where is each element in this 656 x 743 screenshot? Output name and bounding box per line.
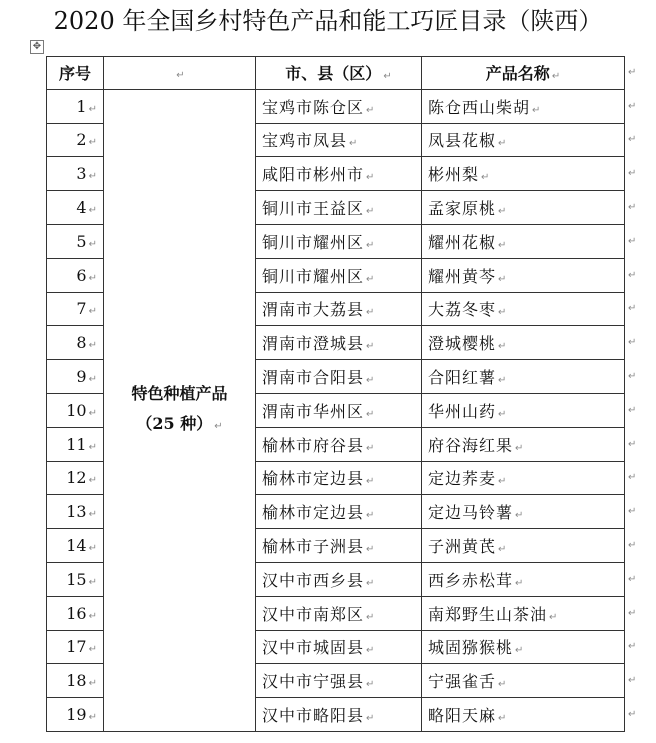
paragraph-mark-icon: ↵	[88, 103, 97, 115]
row-number: 9 ↵	[47, 360, 104, 394]
paragraph-mark-icon: ↵	[88, 238, 97, 250]
paragraph-mark-icon: ↵	[498, 375, 508, 387]
page-title: 2020 年全国乡村特色产品和能工巧匠目录（陕西）	[53, 7, 603, 35]
product-name-cell: 耀州花椒 ↵	[422, 224, 625, 258]
product-name-cell: 子洲黄芪 ↵	[422, 529, 625, 563]
paragraph-mark-icon: ↵	[214, 420, 223, 432]
paragraph-mark-icon: ↵	[515, 645, 525, 657]
product-name-cell: 合阳红薯 ↵	[422, 360, 625, 394]
paragraph-mark-icon: ↵	[498, 408, 508, 420]
row-end-mark-icon: ↵	[628, 540, 637, 552]
paragraph-mark-icon: ↵	[88, 543, 97, 555]
city-county-cell: 榆林市府谷县 ↵	[256, 427, 422, 461]
product-name-cell: 南郑野生山茶油 ↵	[422, 596, 625, 630]
row-number: 5 ↵	[47, 224, 104, 258]
paragraph-mark-icon: ↵	[366, 611, 376, 623]
city-county-cell: 榆林市定边县 ↵	[256, 461, 422, 495]
city-county-cell: 榆林市定边县 ↵	[256, 495, 422, 529]
city-county-cell: 渭南市合阳县 ↵	[256, 360, 422, 394]
paragraph-mark-icon: ↵	[366, 679, 376, 691]
paragraph-mark-icon: ↵	[551, 71, 561, 83]
row-number: 1 ↵	[47, 89, 104, 123]
paragraph-mark-icon: ↵	[532, 104, 542, 116]
row-end-mark-icon: ↵	[628, 404, 637, 416]
row-end-mark-icon: ↵	[628, 506, 637, 518]
city-county-cell: 铜川市王益区 ↵	[256, 191, 422, 225]
paragraph-mark-icon: ↵	[498, 239, 508, 251]
product-name-cell: 彬州梨 ↵	[422, 157, 625, 191]
paragraph-mark-icon: ↵	[366, 307, 376, 319]
row-number: 13 ↵	[47, 495, 104, 529]
header-product: 产品名称 ↵	[422, 57, 625, 90]
paragraph-mark-icon: ↵	[88, 644, 97, 656]
row-number: 8 ↵	[47, 326, 104, 360]
row-end-mark-icon: ↵	[628, 168, 637, 180]
paragraph-mark-icon: ↵	[88, 712, 97, 724]
paragraph-mark-icon: ↵	[176, 70, 185, 82]
city-county-cell: 榆林市子洲县 ↵	[256, 529, 422, 563]
paragraph-mark-icon: ↵	[366, 104, 376, 116]
row-end-mark-icon: ↵	[628, 607, 637, 619]
row-number: 16 ↵	[47, 596, 104, 630]
row-number: 4 ↵	[47, 191, 104, 225]
row-end-mark-icon: ↵	[628, 709, 637, 721]
city-county-cell: 铜川市耀州区 ↵	[256, 224, 422, 258]
city-county-cell: 咸阳市彬州市 ↵	[256, 157, 422, 191]
paragraph-mark-icon: ↵	[498, 273, 508, 285]
row-number: 7 ↵	[47, 292, 104, 326]
paragraph-mark-icon: ↵	[88, 678, 97, 690]
paragraph-mark-icon: ↵	[88, 137, 97, 149]
row-end-mark-icon: ↵	[628, 303, 637, 315]
product-name-cell: 略阳天麻 ↵	[422, 698, 625, 732]
row-end-mark-icon: ↵	[628, 67, 637, 79]
paragraph-mark-icon: ↵	[366, 713, 376, 725]
row-end-mark-icon: ↵	[628, 100, 637, 112]
paragraph-mark-icon: ↵	[88, 171, 97, 183]
paragraph-mark-icon: ↵	[498, 544, 508, 556]
paragraph-mark-icon: ↵	[366, 442, 376, 454]
paragraph-mark-icon: ↵	[88, 407, 97, 419]
paragraph-mark-icon: ↵	[515, 510, 525, 522]
paragraph-mark-icon: ↵	[498, 713, 508, 725]
row-number: 6 ↵	[47, 258, 104, 292]
row-end-mark-icon: ↵	[628, 235, 637, 247]
paragraph-mark-icon: ↵	[88, 205, 97, 217]
paragraph-mark-icon: ↵	[88, 374, 97, 386]
paragraph-mark-icon: ↵	[366, 544, 376, 556]
paragraph-mark-icon: ↵	[515, 442, 525, 454]
city-county-cell: 汉中市宁强县 ↵	[256, 664, 422, 698]
paragraph-mark-icon: ↵	[349, 138, 359, 150]
row-number: 14 ↵	[47, 529, 104, 563]
city-county-cell: 宝鸡市陈仓区 ↵	[256, 89, 422, 123]
row-number: 10 ↵	[47, 393, 104, 427]
product-table	[46, 56, 637, 732]
paragraph-mark-icon: ↵	[383, 71, 392, 83]
table-header-row	[47, 57, 637, 90]
product-name-cell: 陈仓西山柴胡 ↵	[422, 89, 625, 123]
product-name-cell: 华州山药 ↵	[422, 393, 625, 427]
paragraph-mark-icon: ↵	[498, 307, 508, 319]
paragraph-mark-icon: ↵	[88, 306, 97, 318]
product-name-cell: 凤县花椒 ↵	[422, 123, 625, 157]
product-name-cell: 耀州黄芩 ↵	[422, 258, 625, 292]
row-end-mark-icon: ↵	[628, 675, 637, 687]
paragraph-mark-icon: ↵	[88, 340, 97, 352]
paragraph-mark-icon: ↵	[88, 441, 97, 453]
paragraph-mark-icon: ↵	[88, 509, 97, 521]
paragraph-mark-icon: ↵	[481, 172, 491, 184]
paragraph-mark-icon: ↵	[88, 272, 97, 284]
row-number: 15 ↵	[47, 562, 104, 596]
city-county-cell: 汉中市略阳县 ↵	[256, 698, 422, 732]
city-county-cell: 渭南市大荔县 ↵	[256, 292, 422, 326]
product-name-cell: 定边荞麦 ↵	[422, 461, 625, 495]
paragraph-mark-icon: ↵	[366, 408, 376, 420]
paragraph-mark-icon: ↵	[366, 476, 376, 488]
category-cell	[104, 89, 256, 731]
row-end-mark-icon: ↵	[628, 641, 637, 653]
row-end-mark-icon: ↵	[628, 472, 637, 484]
city-county-cell: 渭南市澄城县 ↵	[256, 326, 422, 360]
row-end-mark-icon: ↵	[628, 269, 637, 281]
row-end-mark-icon: ↵	[628, 573, 637, 585]
paragraph-mark-icon: ↵	[498, 138, 508, 150]
product-name-cell: 大荔冬枣 ↵	[422, 292, 625, 326]
paragraph-mark-icon: ↵	[498, 679, 508, 691]
product-name-cell: 府谷海红果 ↵	[422, 427, 625, 461]
paragraph-mark-icon: ↵	[366, 206, 376, 218]
table-move-handle-icon[interactable]: ✥	[30, 40, 44, 54]
row-number: 11 ↵	[47, 427, 104, 461]
row-number: 19 ↵	[47, 698, 104, 732]
table-row	[47, 89, 637, 123]
row-end-mark-icon: ↵	[628, 438, 637, 450]
row-end-mark-icon: ↵	[628, 371, 637, 383]
paragraph-mark-icon: ↵	[366, 375, 376, 387]
row-end-mark-icon: ↵	[628, 337, 637, 349]
city-county-cell: 铜川市耀州区 ↵	[256, 258, 422, 292]
paragraph-mark-icon: ↵	[366, 273, 376, 285]
header-city: 市、县（区） ↵	[256, 57, 422, 90]
category-count: （25 种） ↵	[136, 413, 223, 433]
row-number: 18 ↵	[47, 664, 104, 698]
paragraph-mark-icon: ↵	[498, 206, 508, 218]
header-category	[104, 57, 256, 90]
product-name-cell: 城固猕猴桃 ↵	[422, 630, 625, 664]
paragraph-mark-icon: ↵	[498, 341, 508, 353]
paragraph-mark-icon: ↵	[366, 172, 376, 184]
product-name-cell: 澄城樱桃 ↵	[422, 326, 625, 360]
city-county-cell: 汉中市南郑区 ↵	[256, 596, 422, 630]
header-no: 序号	[47, 57, 104, 90]
row-number: 2 ↵	[47, 123, 104, 157]
paragraph-mark-icon: ↵	[366, 510, 376, 522]
paragraph-mark-icon: ↵	[515, 577, 525, 589]
city-county-cell: 宝鸡市凤县 ↵	[256, 123, 422, 157]
product-name-cell: 孟家原桃 ↵	[422, 191, 625, 225]
row-number: 12 ↵	[47, 461, 104, 495]
paragraph-mark-icon: ↵	[498, 476, 508, 488]
city-county-cell: 汉中市城固县 ↵	[256, 630, 422, 664]
paragraph-mark-icon: ↵	[88, 475, 97, 487]
row-number: 17 ↵	[47, 630, 104, 664]
product-name-cell: 定边马铃薯 ↵	[422, 495, 625, 529]
city-county-cell: 汉中市西乡县 ↵	[256, 562, 422, 596]
city-county-cell: 渭南市华州区 ↵	[256, 393, 422, 427]
paragraph-mark-icon: ↵	[366, 341, 376, 353]
product-name-cell: 西乡赤松茸 ↵	[422, 562, 625, 596]
row-end-mark-icon: ↵	[628, 134, 637, 146]
paragraph-mark-icon: ↵	[549, 611, 559, 623]
category-label: 特色种植产品	[131, 383, 228, 403]
paragraph-mark-icon: ↵	[366, 577, 376, 589]
paragraph-mark-icon: ↵	[366, 239, 376, 251]
paragraph-mark-icon: ↵	[88, 576, 97, 588]
row-number: 3 ↵	[47, 157, 104, 191]
paragraph-mark-icon: ↵	[366, 645, 376, 657]
product-name-cell: 宁强雀舌 ↵	[422, 664, 625, 698]
row-end-mark-icon: ↵	[628, 202, 637, 214]
paragraph-mark-icon: ↵	[88, 610, 97, 622]
